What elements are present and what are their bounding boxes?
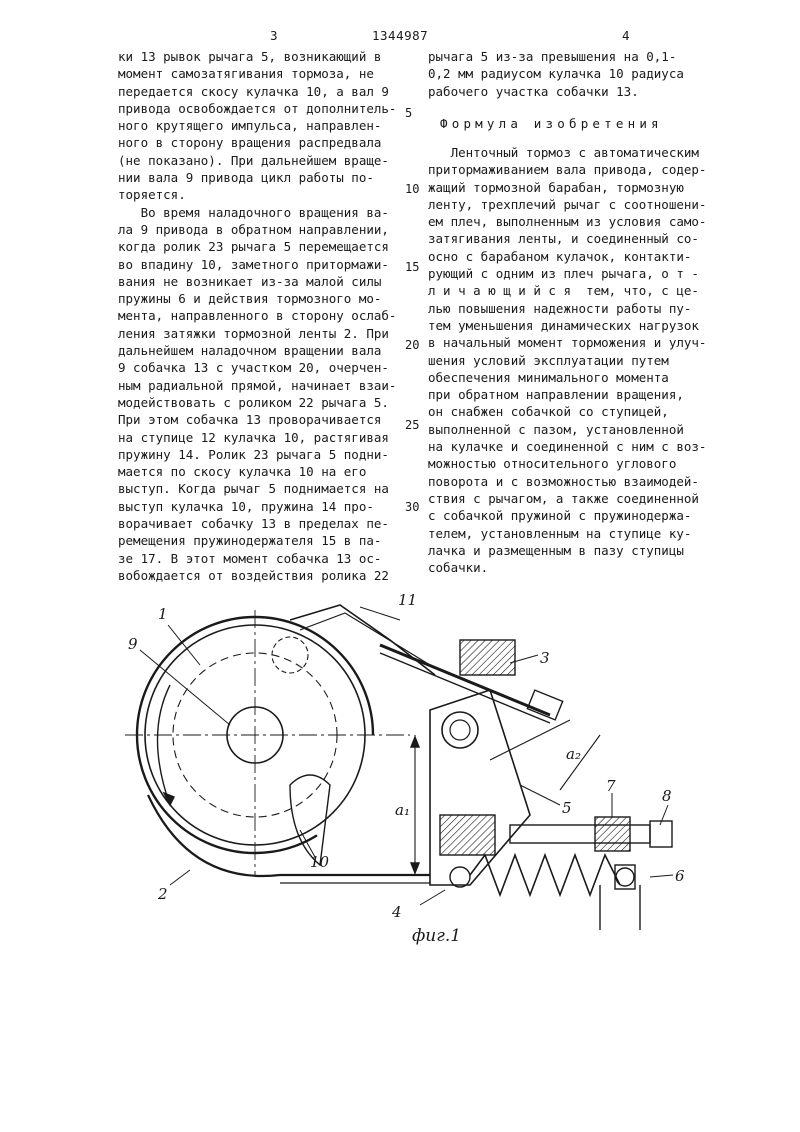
left-column-line: торяется. — [118, 187, 186, 203]
right-column-claim-line: можностью относительного углового — [428, 456, 677, 472]
adjuster-block-3 — [460, 640, 515, 675]
label-2: 2 — [158, 885, 168, 903]
left-column-line: ным радиальной прямой, начинает взаи- — [118, 377, 397, 393]
label-6: 6 — [675, 867, 685, 885]
left-column-line: выступ. Когда рычаг 5 поднимается на — [118, 481, 389, 497]
right-column-claim-line: лачка и размещенным в пазу ступицы — [428, 542, 684, 558]
label-3: 3 — [540, 649, 550, 667]
left-column-line: 9 собачка 13 с участком 20, очерчен- — [118, 360, 389, 376]
left-column-line: зе 17. В этот момент собачка 13 ос- — [118, 550, 382, 566]
line-number-15: 15 — [405, 260, 420, 274]
left-column-line: пружины 6 и действия тормозного мо- — [118, 291, 382, 307]
left-column-line: ки 13 рывок рычага 5, возникающий в — [118, 49, 382, 64]
left-column-line: передается скосу кулачка 10, а вал 9 — [118, 83, 389, 99]
left-column-line: ления затяжки тормозной ленты 2. При — [118, 325, 389, 341]
right-column-claim-line: Ленточный тормоз с автоматическим — [428, 145, 699, 160]
right-column-claim-line: ленту, трехплечий рычаг с соотношени- — [428, 196, 707, 212]
label-a1: a₁ — [395, 801, 410, 819]
left-column-line: мента, направленного в сторону ослаб- — [118, 308, 397, 324]
right-column-claim-line: выполненной с пазом, установленной — [428, 421, 684, 437]
left-column-line: привода освобождается от дополнитель- — [118, 100, 397, 116]
line-number-5: 5 — [405, 106, 413, 120]
right-column-claim-line: с собачкой пружиной с пружинодержа- — [428, 508, 692, 524]
mechanism-drawing — [130, 585, 690, 955]
label-7: 7 — [606, 777, 616, 795]
right-column-claim-line: на кулачке и соединенной с ним с воз- — [428, 439, 707, 455]
spring-6 — [470, 855, 620, 895]
left-column-line: момент самозатягивания тормоза, не — [118, 66, 374, 82]
right-column-claim-line: осно с барабаном кулачок, контакти- — [428, 248, 692, 264]
left-column-line: дальнейшем наладочном вращении вала — [118, 343, 382, 359]
right-column-claim-line: в начальный момент торможения и улуч- — [428, 335, 707, 351]
left-column-line: вобождается от воздействия ролика 22 — [118, 567, 389, 583]
line-number-10: 10 — [405, 182, 420, 196]
claim-text — [428, 144, 706, 576]
left-column-line: При этом собачка 13 проворачивается — [118, 412, 382, 428]
right-column-claim-line: он снабжен собачкой со ступицей, — [428, 404, 669, 420]
left-column-line: ремещения пружинодержателя 15 в па- — [118, 533, 382, 549]
label-9: 9 — [128, 635, 138, 653]
right-column-claim-line: шения условий эксплуатации путем — [428, 352, 669, 368]
left-column-line: на ступице 12 кулачка 10, растягивая — [118, 429, 389, 445]
label-11: 11 — [398, 591, 418, 609]
right-column-claim-line: ем плеч, выполненным из условия само- — [428, 214, 707, 230]
right-text-column-top — [428, 48, 684, 100]
left-column-line: ного в сторону вращения распредвала — [118, 135, 382, 151]
left-text-column — [118, 48, 396, 584]
left-column-line: модействовать с роликом 22 рычага 5. — [118, 394, 389, 410]
left-column-line: ворачивает собачку 13 в пределах пе- — [118, 516, 389, 532]
line-number-20: 20 — [405, 338, 420, 352]
left-column-line: мается по скосу кулачка 10 на его — [118, 464, 367, 480]
lever-pivot — [442, 712, 478, 748]
right-column-top-line: рычага 5 из-за превышения на 0,1- — [428, 49, 677, 64]
rotation-arrow — [158, 685, 171, 805]
right-column-claim-line: рующий с одним из плеч рычага, о т - — [428, 266, 699, 282]
right-column-claim-line: лью повышения надежности работы пу- — [428, 300, 692, 316]
right-column-top-line: 0,2 мм радиусом кулачка 10 радиуса — [428, 66, 684, 82]
line-number-30: 30 — [405, 500, 420, 514]
label-10: 10 — [310, 853, 330, 871]
label-a2: a₂ — [566, 745, 581, 763]
right-column-top-line: рабочего участка собачки 13. — [428, 83, 639, 99]
left-column-line: пружину 14. Ролик 23 рычага 5 подни- — [118, 446, 389, 462]
figure-caption: фиг.1 — [412, 926, 462, 946]
label-4: 4 — [392, 903, 402, 921]
page-number-left: 3 — [270, 28, 278, 43]
label-1: 1 — [158, 605, 168, 623]
right-column-claim-line: притормаживанием вала привода, содер- — [428, 162, 707, 178]
label-5: 5 — [562, 799, 572, 817]
right-column-claim-line: жащий тормозной барабан, тормозную — [428, 179, 684, 195]
hatched-block — [440, 815, 495, 855]
left-column-line: нии вала 9 привода цикл работы по- — [118, 170, 374, 186]
right-column-claim-line: обеспечения минимального момента — [428, 369, 669, 385]
band-lower — [148, 795, 430, 876]
page-number-right: 4 — [622, 28, 630, 43]
line-number-25: 25 — [405, 418, 420, 432]
left-column-line: Во время наладочного вращения ва- — [118, 204, 389, 220]
right-column-claim-line: л и ч а ю щ и й с я тем, что, с це- — [428, 283, 699, 299]
left-column-line: во впадину 10, заметного притормажи- — [118, 256, 389, 272]
formula-title: Формула изобретения — [440, 116, 663, 131]
right-column-claim-line: собачки. — [428, 560, 489, 576]
left-column-line: вания не возникает из-за малой силы — [118, 273, 382, 289]
right-column-claim-line: тем уменьшения динамических нагрузок — [428, 317, 699, 333]
right-column-claim-line: телем, установленным на ступице ку- — [428, 525, 692, 541]
left-column-line: ного крутящего импульса, направлен- — [118, 118, 382, 134]
patent-number: 1344987 — [372, 28, 429, 43]
right-column-claim-line: ствия с рычагом, а также соединенной — [428, 490, 699, 506]
left-column-line: ла 9 привода в обратном направлении, — [118, 221, 389, 237]
left-column-line: выступ кулачка 10, пружина 14 про- — [118, 498, 374, 514]
label-8: 8 — [662, 787, 672, 805]
left-column-line: когда ролик 23 рычага 5 перемещается — [118, 239, 389, 255]
right-column-claim-line: поворота и с возможностью взаимодей- — [428, 473, 699, 489]
left-column-line: (не показано). При дальнейшем враще- — [118, 152, 389, 168]
right-column-claim-line: при обратном направлении вращения, — [428, 387, 684, 403]
right-column-claim-line: затягивания ленты, и соединенный со- — [428, 231, 699, 247]
